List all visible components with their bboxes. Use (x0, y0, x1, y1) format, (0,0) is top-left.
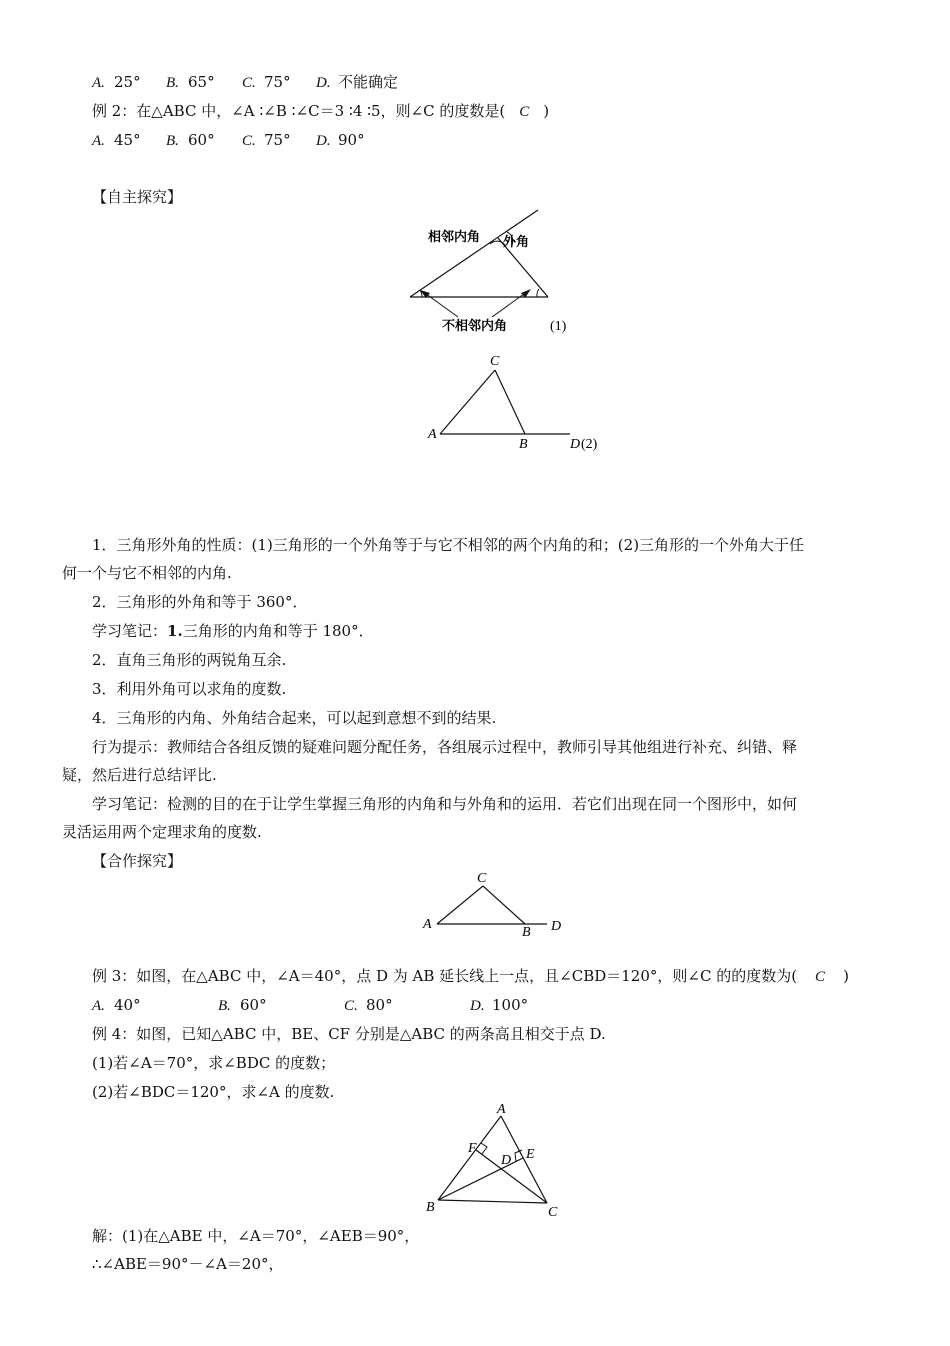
option-d-letter: D. (470, 998, 485, 1014)
figure-example-3 (415, 868, 575, 940)
option-d-value: 100° (492, 996, 529, 1014)
label-exterior-angle: 外角 (503, 235, 530, 250)
option-b-value: 60° (188, 131, 215, 149)
option-a-letter: A. (92, 75, 105, 91)
example-2-close: ) (543, 102, 550, 120)
option-c-value: 75° (264, 131, 291, 149)
option-c-letter: C. (344, 998, 358, 1014)
study-note-label: 学习笔记： (92, 622, 168, 640)
vertex-b-label: B (519, 437, 528, 452)
example-4-stem: 例 4：如图，已知△ABC 中，BE、CF 分别是△ABC 的两条高且相交于点 D. (92, 1025, 606, 1043)
side-ac (440, 370, 495, 434)
note-item-3: 3．利用外角可以求角的度数. (92, 680, 287, 698)
example-4-part-2: (2)若∠BDC＝120°，求∠A 的度数. (92, 1083, 335, 1101)
example-4-part-1: (1)若∠A＝70°，求∠BDC 的度数； (92, 1054, 336, 1072)
note-item-2: 2．直角三角形的两锐角互余. (92, 651, 287, 669)
behavior-hint-line-2: 疑，然后进行总结评比. (62, 766, 217, 784)
option-d-value: 不能确定 (338, 73, 399, 91)
option-a-letter: A. (92, 998, 105, 1014)
option-a-value: 25° (114, 73, 141, 91)
option-b-letter: B. (166, 133, 179, 149)
study-note-1 (92, 621, 374, 641)
example-2-options (92, 130, 365, 151)
property-line-1: 1．三角形外角的性质：(1)三角形的一个外角等于与它不相邻的两个内角的和；(2)三角形的一个外角大于任 (92, 536, 805, 554)
point-d-label: D (501, 1153, 512, 1168)
vertex-b-label: B (426, 1200, 435, 1215)
option-a-value: 40° (114, 996, 141, 1014)
behavior-hint-line-1: 行为提示：教师结合各组反馈的疑难问题分配任务，各组展示过程中，教师引导其他组进行补充、纠错、释 (92, 738, 798, 756)
option-a-letter: A. (92, 133, 105, 149)
side-cb (483, 886, 525, 924)
point-f-label: F (468, 1141, 477, 1156)
point-e-label: E (526, 1147, 535, 1162)
side-ab (438, 1116, 501, 1200)
example-3-close: ) (843, 967, 849, 985)
label-adjacent-interior: 相邻内角 (428, 230, 481, 245)
example-2-text: 例 2：在△ABC 中，∠A ∶∠B ∶∠C＝3 ∶4 ∶5，则∠C 的度数是( (92, 102, 506, 120)
figure-example-4 (420, 1100, 570, 1222)
vertex-a-label: A (497, 1102, 506, 1117)
vertex-a-label: A (423, 917, 432, 932)
vertex-c-label: C (490, 354, 500, 369)
example-3-stem (92, 966, 849, 987)
vertex-a-label: A (428, 427, 437, 442)
example-2-answer: C (519, 104, 530, 120)
vertex-c-label: C (548, 1205, 558, 1220)
option-b-letter: B. (218, 998, 231, 1014)
point-d-label: D (570, 437, 581, 452)
example-3-answer: C (815, 969, 826, 985)
example-3-options (92, 995, 528, 1016)
solution-line-1: 解：(1)在△ABE 中，∠A＝70°，∠AEB＝90°， (92, 1227, 420, 1245)
vertex-c-label: C (477, 871, 487, 886)
figure-1-caption: (1) (550, 319, 567, 334)
figure-exterior-angle (400, 205, 590, 340)
example-2-stem (92, 101, 549, 122)
label-nonadjacent-interior: 不相邻内角 (442, 319, 508, 334)
option-d-letter: D. (316, 133, 331, 149)
figure-extended-side (410, 210, 538, 297)
property-exterior-sum: 2．三角形的外角和等于 360°． (92, 593, 308, 611)
figure-2-caption: (2) (581, 437, 598, 452)
section-heading-cooperative: 【合作探究】 (92, 852, 183, 870)
question-options (92, 72, 398, 93)
example-3-text: 例 3：如图，在△ABC 中，∠A＝40°，点 D 为 AB 延长线上一点，且∠CBD＝120°，则∠C 的的度数为( (92, 967, 798, 985)
study-note-2-line-1: 学习笔记：检测的目的在于让学生掌握三角形的内角和与外角和的运用．若它们出现在同一个图形中，如何 (92, 795, 798, 813)
option-b-value: 65° (188, 73, 215, 91)
point-d-label: D (551, 919, 562, 934)
option-a-value: 45° (114, 131, 141, 149)
option-c-letter: C. (242, 133, 256, 149)
solution-line-2: ∴∠ABE＝90°－∠A＝20°， (92, 1255, 284, 1273)
right-angle-mark-f (481, 1143, 487, 1154)
note-item-4: 4．三角形的内角、外角结合起来，可以起到意想不到的结果. (92, 709, 497, 727)
study-note-2-line-2: 灵活运用两个定理求角的度数. (62, 823, 262, 841)
option-c-value: 80° (366, 996, 393, 1014)
study-note-number: 1. (167, 622, 183, 640)
vertex-b-label: B (522, 925, 531, 940)
figure-triangle-extended (420, 350, 620, 455)
option-d-letter: D. (316, 75, 331, 91)
property-line-2: 何一个与它不相邻的内角. (62, 564, 232, 582)
option-c-value: 75° (264, 73, 291, 91)
side-cb (495, 370, 525, 434)
section-heading-self-exploration: 【自主探究】 (92, 188, 183, 206)
side-bc (438, 1200, 547, 1203)
option-c-letter: C. (242, 75, 256, 91)
option-b-letter: B. (166, 75, 179, 91)
angle-arc-right (537, 289, 539, 297)
option-d-value: 90° (338, 131, 365, 149)
study-note-text: 三角形的内角和等于 180°． (182, 622, 374, 640)
side-ac (437, 886, 483, 924)
option-b-value: 60° (240, 996, 267, 1014)
